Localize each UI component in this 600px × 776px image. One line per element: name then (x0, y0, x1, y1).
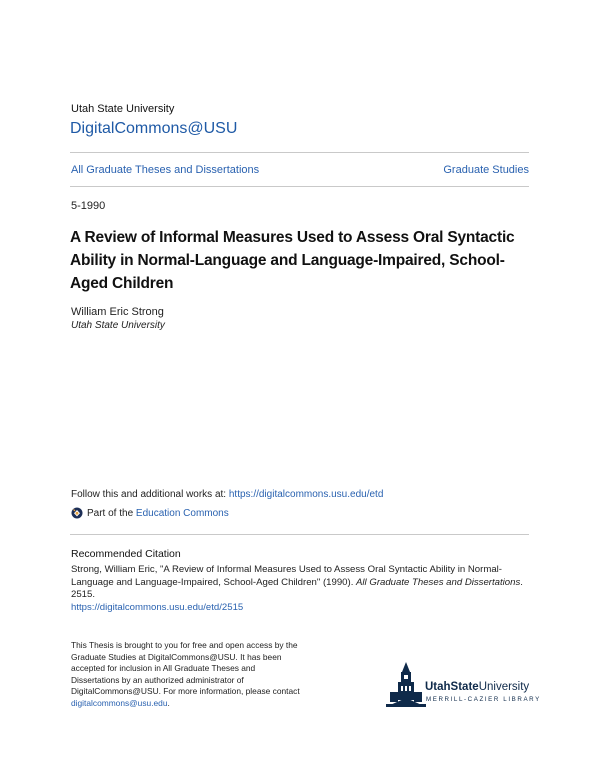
access-text: This Thesis is brought to you for free and open access by the Graduate Studies at DigitalCommons@USU. It has been accepted for inclusion in All Graduate Theses and Dissertations by an authorized administrator of DigitalCommons@USU. For more information, please contact (71, 640, 300, 697)
all-theses-link[interactable]: All Graduate Theses and Dissertations (71, 164, 260, 176)
logo-main-bold: UtahState (425, 681, 479, 693)
part-of-prefix: Part of the (87, 507, 136, 519)
contact-email-link[interactable]: digitalcommons@usu.edu (71, 697, 168, 708)
bepress-commons-icon (71, 507, 83, 519)
divider-bottom (70, 186, 529, 187)
follow-line (71, 489, 383, 500)
citation-body (71, 564, 531, 614)
digitalcommons-brand-link[interactable]: DigitalCommons@USU (70, 120, 238, 137)
publication-date: 5-1990 (71, 200, 106, 212)
author-affiliation: Utah State University (71, 320, 165, 331)
citation-number: . 2515. (71, 576, 523, 600)
etd-collection-link[interactable]: https://digitalcommons.usu.edu/etd (228, 489, 384, 500)
usu-logo-wordmark (425, 681, 529, 693)
logo-main-regular: University (478, 681, 530, 693)
author-name: William Eric Strong (71, 306, 164, 318)
citation-text: Strong, William Eric, "A Review of Informal Measures Used to Assess Oral Syntactic Ability in Normal-Language and Language-Impaired, School-Aged Children" (1990). (71, 564, 502, 588)
usu-logo-library-line: MERRILL-CAZIER LIBRARY (426, 696, 541, 703)
graduate-studies-link[interactable]: Graduate Studies (443, 164, 529, 176)
divider-citation (70, 534, 529, 535)
citation-url-link[interactable]: https://digitalcommons.usu.edu/etd/2515 (71, 601, 244, 613)
part-of-line (71, 507, 229, 519)
access-end: . (167, 697, 170, 708)
institution-name: Utah State University (71, 103, 175, 115)
document-title: A Review of Informal Measures Used to Assess Oral Syntactic Ability in Normal-Language and Language-Impaired, School-Aged Children (70, 229, 515, 292)
citation-series: All Graduate Theses and Dissertations (356, 576, 521, 588)
divider-top (70, 152, 529, 153)
education-commons-link[interactable]: Education Commons (135, 507, 229, 519)
recommended-citation-heading: Recommended Citation (71, 548, 181, 560)
access-notice (71, 640, 301, 710)
follow-prefix: Follow this and additional works at: (71, 489, 229, 500)
